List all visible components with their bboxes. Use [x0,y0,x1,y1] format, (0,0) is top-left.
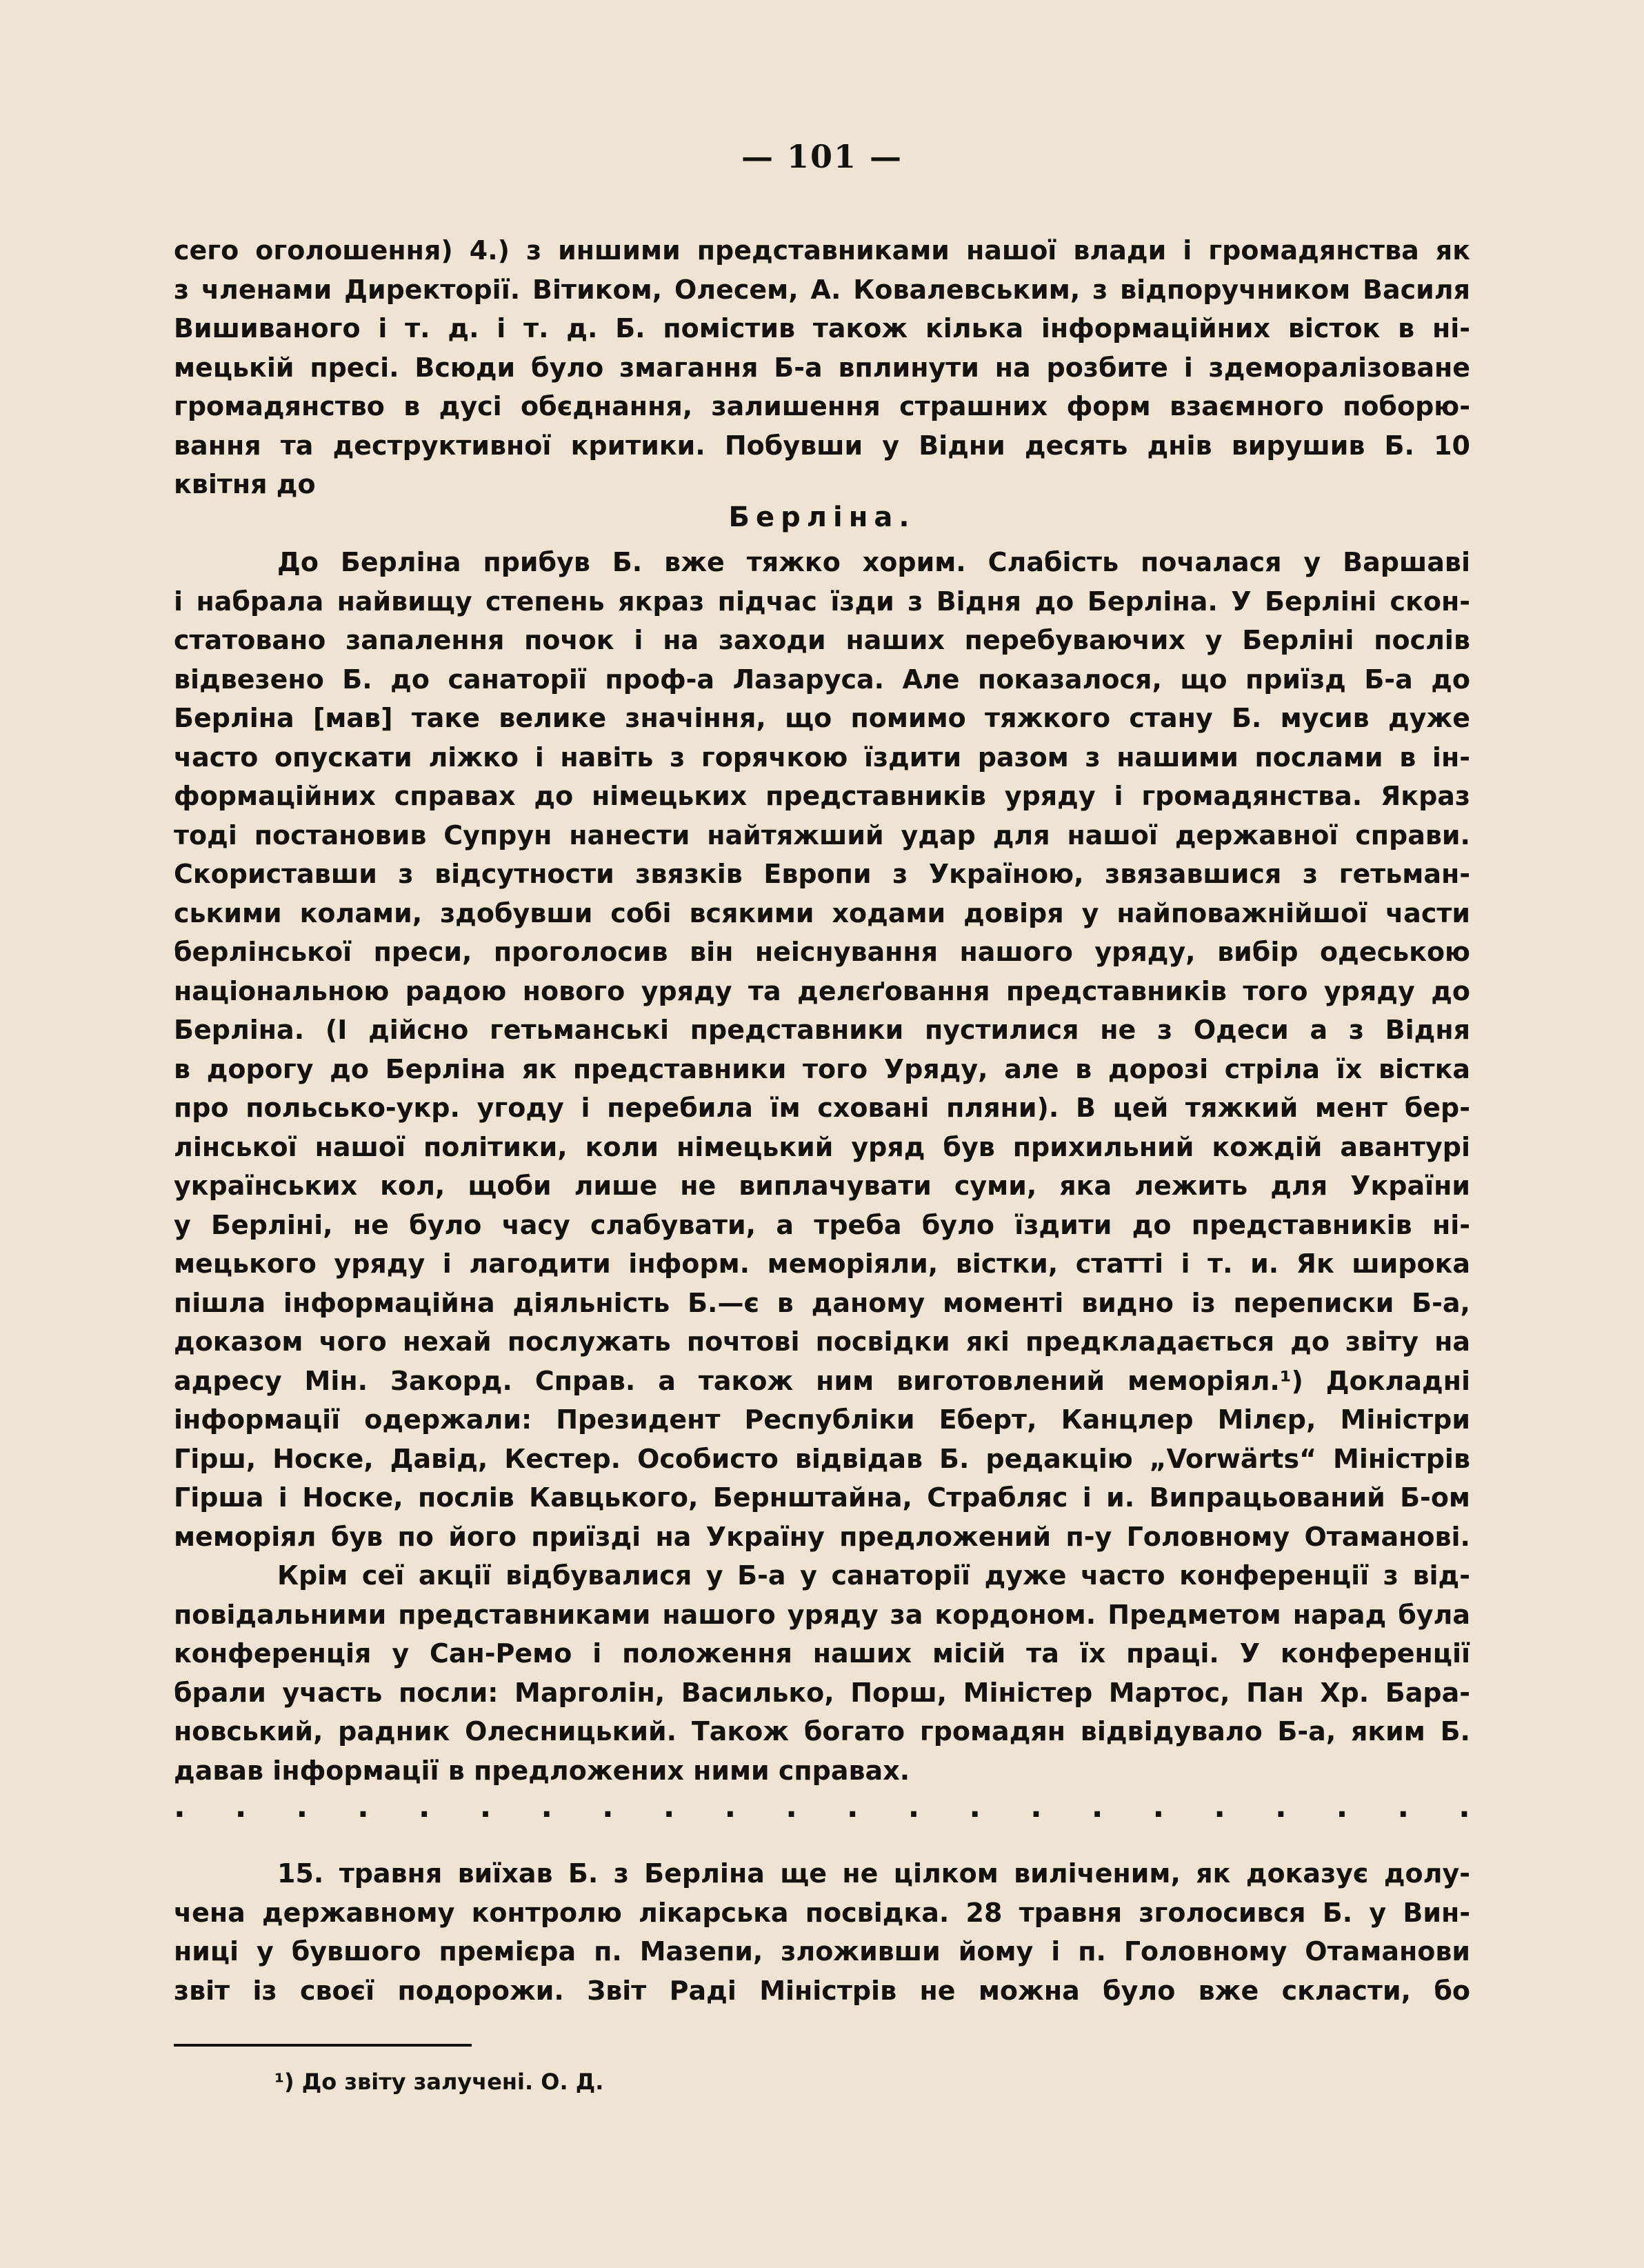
text-line: До Берліна прибув Б. вже тяжко хорим. Слабість почалася у Варшаві [277,547,1470,577]
separator-dot: . [234,1789,247,1824]
separator-dot: . [602,1789,614,1824]
separator-dot: . [1214,1789,1225,1824]
text-line: в дорогу до Берліна як представники того Уряду, але в дорозі стріла їх вістка [174,1053,1470,1084]
text-line: пішла інформаційна діяльність Б.—є в даному моменті видно із переписки Б-а, [174,1287,1470,1318]
text-line: Гірш, Носке, Давід, Кестер. Особисто відвідав Б. редакцію „Vorwärts“ Міністрів [174,1443,1470,1474]
separator-dot: . [174,1789,186,1824]
text-line: ськими колами, здобувши собі всякими ходами довіря у найповажнійшої части [174,897,1470,928]
separator-dot: . [663,1789,675,1824]
text-line: Крім сеї акції відбувалися у Б-а у санаторії дуже часто конференції з від- [277,1560,1470,1591]
text-line: Гірша і Носке, послів Кавцького, Бернштайна, Страбляс і и. Випрацьований Б-ом [174,1482,1470,1513]
text-line: Берліна. (І дійсно гетьманські представники пустилися не з Одеси а з Відня [174,1015,1470,1045]
footnote: ¹) До звіту залучені. О. Д. [274,2069,604,2095]
page-number: — 101 — [741,138,903,175]
separator-dot: . [296,1789,308,1824]
separator-dot: . [541,1789,553,1824]
text-line: конференція у Сан-Ремо і положення наших місій та їх праці. У конференції [174,1638,1470,1669]
paragraph-berlin [174,543,1470,1790]
text-line: повідальними представниками нашого уряду за кордоном. Предметом нарад була [174,1599,1470,1630]
text-line: мецького уряду і лагодити інформ. меморіяли, вістки, статті і т. и. Як широка [174,1249,1470,1279]
separator-dot: . [357,1789,369,1824]
text-line: лінської нашої політики, коли німецький уряд був прихильний кождій авантурі [174,1131,1470,1162]
text-line: брали участь посли: Марголін, Василько, Порш, Міністер Мартос, Пан Хр. Бара- [174,1677,1470,1708]
text-line: національною радою нового уряду та делєґовання представників того уряду до [174,975,1470,1006]
text-line: адресу Мін. Закорд. Справ. а також ним виготовлений меморіял.¹) Докладні [174,1365,1470,1396]
text-line: чена державному контролю лікарська посвідка. 28 травня зголосився Б. у Вин- [174,1897,1470,1928]
text-line: інформації одержали: Президент Республіки Еберт, Канцлер Мілєр, Міністри [174,1404,1470,1435]
text-line: мецькій пресі. Всюди було змагання Б-а вплинути на розбите і здеморалізоване [174,352,1470,383]
text-line: формаційних справах до німецьких представників уряду і громадянства. Якраз [174,781,1470,811]
separator-dot: . [1152,1789,1165,1824]
separator-dot: . [785,1789,797,1824]
separator-dot: . [479,1789,492,1824]
text-line: звіт із своєї подорожи. Звіт Раді Міністрів не можна було вже скласти, бо [174,1975,1470,2006]
text-line: тоді постановив Супрун нанести найтяжший удар для нашої державної справи. [174,819,1470,850]
separator-dot: . [1458,1789,1470,1824]
text-line: новський, радник Олесницький. Також богато громадян відвідувало Б-а, яким Б. [174,1716,1470,1747]
text-line: відвезено Б. до санаторії проф-а Лазаруса. Але показалося, що приїзд Б-а до [174,664,1470,695]
text-line: Вишиваного і т. д. і т. д. Б. помістив також кілька інформаційних вісток в ні- [174,313,1470,344]
text-line: 15. травня виїхав Б. з Берліна ще не цілком виліченим, як доказує долу- [277,1858,1470,1889]
ellipsis-separator [174,1787,1470,1828]
separator-dot: . [1091,1789,1103,1824]
text-line: ниці у бувшого премієра п. Мазепи, зложивши йому і п. Головному Отаманови [174,1936,1470,1967]
text-line: статовано запалення почок і на заходи наших перебуваючих у Берліні послів [174,625,1470,655]
text-line: вання та деструктивної критики. Побувши у Відни десять днів вирушив Б. 10 [174,430,1470,461]
text-line: про польсько-укр. угоду і перебила їм сховані пляни). В цей тяжкий мент бер- [174,1093,1470,1123]
text-line: і набрала найвищу степень якраз підчас їзди з Відня до Берліна. У Берліні скон- [174,586,1470,617]
separator-dot: . [724,1789,736,1824]
text-line: часто опускати ліжко і навіть з горячкою їздити разом з нашими послами в ін- [174,742,1470,773]
section-heading: Берліна. [728,501,916,533]
text-line: громадянство в дусі обєднання, залишення страшних форм взаємного поборю- [174,391,1470,421]
text-line: Берліна [мав] таке велике значіння, що помимо тяжкого стану Б. мусив дуже [174,703,1470,733]
paragraph-departure [174,1854,1470,2010]
text-line: доказом чого нехай послужать почтові посвідки які предкладається до звіту на [174,1326,1470,1357]
text-line: меморіял був по його приїзді на Україну предложений п-у Головному Отаманові. [174,1521,1470,1552]
text-line: у Берліні, не було часу слабувати, а треба було їздити до представників ні- [174,1209,1470,1240]
paragraph-continuation [174,231,1470,504]
footnote-divider [174,2044,472,2047]
separator-dot: . [1397,1789,1410,1824]
separator-dot: . [846,1789,859,1824]
text-line: квітня до [174,469,316,499]
text-line: українських кол, щоби лише не виплачувати суми, яка лежить для України [174,1171,1470,1201]
separator-dot: . [418,1789,430,1824]
text-line: давав інформації в предложених ними справах. [174,1755,910,1786]
separator-dot: . [969,1789,981,1824]
separator-dot: . [1274,1789,1287,1824]
text-line: з членами Директорії. Вітиком, Олесем, А. Ковалевським, з відпоручником Василя [174,274,1470,305]
separator-dot: . [908,1789,920,1824]
text-line: Скориставши з відсутности звязків Европи з Україною, звязавшися з гетьман- [174,859,1470,889]
text-line: сего оголошення) 4.) з иншими представниками нашої влади і громадянства як [174,235,1470,266]
text-line: берлінської преси, проголосив він неіснування нашого уряду, вибір одеською [174,937,1470,967]
separator-dot: . [1030,1789,1042,1824]
separator-dot: . [1336,1789,1348,1824]
